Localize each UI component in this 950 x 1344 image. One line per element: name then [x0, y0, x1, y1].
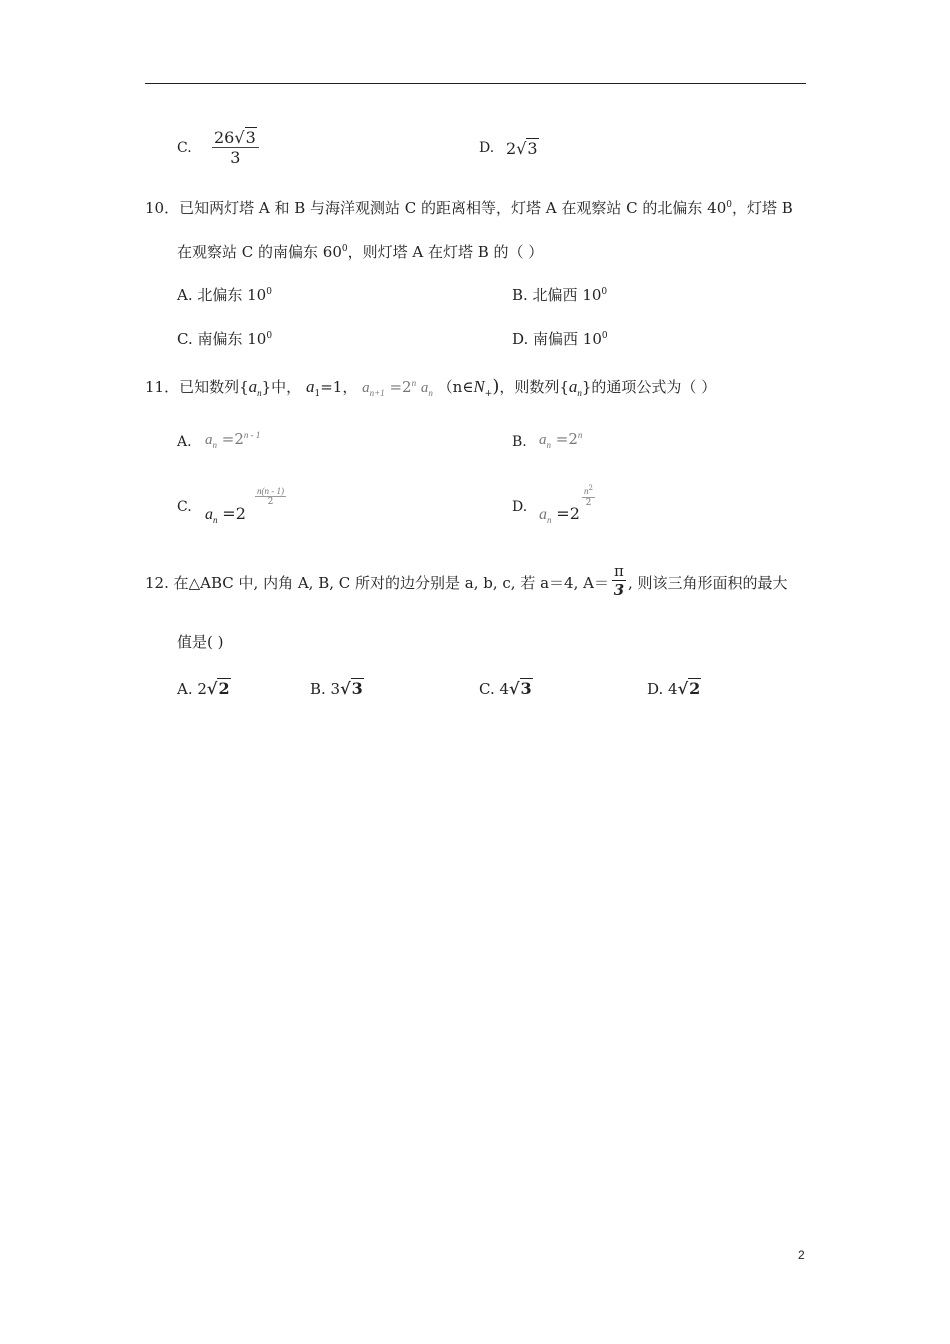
q12-option-c-radicand: 3	[520, 679, 532, 698]
q12-option-c-text: C. 4	[479, 680, 510, 698]
q11-c-exp-den: 2	[267, 497, 274, 507]
q12-option-d-text: D. 4	[647, 680, 678, 698]
q12-option-b-radicand: 3	[351, 679, 363, 698]
q10-option-b	[512, 284, 607, 305]
q9-d-coef: 2	[506, 139, 517, 158]
q9-option-d-value: 2√3	[506, 139, 538, 158]
degree-mark: 0	[726, 200, 733, 210]
q11-paren-open: （n∈	[437, 378, 474, 396]
q11-d-exp-sup: 2	[588, 484, 593, 492]
q11-d-exponent	[582, 484, 595, 508]
q10-line1-end: ，灯塔 B	[732, 199, 793, 217]
q10-option-d	[512, 328, 608, 349]
q12-option-a-radicand: 2	[218, 679, 230, 698]
q11-var-N: N	[473, 377, 485, 396]
q10-option-a	[177, 284, 272, 305]
q10-option-c	[177, 328, 272, 349]
q12-pi-over-3	[612, 562, 626, 599]
q12-option-d: D. 4√2	[647, 679, 701, 698]
q11-a-exponent: n - 1	[243, 430, 261, 440]
q11-prefix: 11．已知数列{	[145, 378, 249, 396]
q11-option-a-label: A.	[177, 434, 192, 450]
q12-pi: π	[614, 562, 624, 580]
q10-line2-text: 在观察站 C 的南偏东 60	[177, 243, 342, 261]
q11-d-eq: =2	[556, 504, 580, 523]
q10-line1-text: 10．已知两灯塔 A 和 B 与海洋观测站 C 的距离相等，灯塔 A 在观察站 C 的北偏东 40	[145, 199, 727, 217]
q11-c-sub: n	[213, 515, 218, 525]
q11-d-exp-den: 2	[585, 498, 592, 508]
q10-option-d-text: D. 南偏西 10	[512, 330, 602, 348]
q11-var-an: a	[420, 380, 429, 396]
q9-d-radicand: 3	[527, 139, 538, 158]
q11-sub-n: n	[428, 388, 433, 398]
q11-sub-n-plus-1: n+1	[369, 388, 385, 398]
q11-option-d-expr	[539, 504, 580, 525]
header-rule	[145, 83, 806, 84]
q11-option-b-expr	[539, 430, 582, 450]
q10-option-c-text: C. 南偏东 10	[177, 330, 267, 348]
q11-sub-n: n	[577, 388, 582, 398]
q11-sub-plus: +	[484, 389, 493, 399]
degree-mark: 0	[601, 331, 608, 341]
q11-c-eq: =2	[222, 504, 246, 523]
q11-a-sub: n	[212, 440, 217, 450]
q11-stem	[145, 376, 716, 399]
q10-option-b-text: B. 北偏西 10	[512, 286, 602, 304]
q12-option-b-text: B. 3	[310, 680, 341, 698]
q11-d-sub: n	[547, 515, 552, 525]
q11-sub-n: n	[257, 388, 262, 398]
q11-b-var: a	[539, 432, 547, 448]
q10-line2-end: ，则灯塔 A 在灯塔 B 的（ ）	[347, 243, 544, 261]
degree-mark: 0	[266, 331, 273, 341]
q12-option-c: C. 4√3	[479, 679, 532, 698]
q12-option-a: A. 2√2	[177, 679, 230, 698]
q11-b-sub: n	[546, 440, 551, 450]
degree-mark: 0	[601, 287, 608, 297]
q11-c-exp-num: n(n - 1)	[257, 486, 284, 496]
q11-exp-n: n	[411, 378, 417, 388]
q11-var-a: a	[248, 377, 258, 396]
q11-b-eq: =2	[555, 430, 578, 448]
q11-var-a1: a	[305, 377, 315, 396]
q11-option-a-expr	[205, 430, 260, 450]
q9-c-numerator: 26	[214, 128, 235, 147]
q10-line2	[177, 241, 543, 262]
q11-suffix1: ，则数列{	[499, 378, 569, 396]
q9-option-c-label: C.	[177, 140, 192, 156]
q11-b-exponent: n	[577, 430, 583, 440]
q11-eq2: =2	[389, 378, 412, 396]
q11-c-var: a	[205, 506, 213, 523]
q11-paren-close: )	[492, 376, 500, 397]
q9-c-denominator: 3	[230, 148, 241, 167]
q11-sub-1: 1	[314, 389, 321, 399]
q11-d-var: a	[539, 506, 547, 523]
q11-c-exponent	[255, 486, 286, 507]
q12-option-b: B. 3√3	[310, 679, 363, 698]
q11-a-var: a	[205, 432, 213, 448]
q11-option-c-expr	[205, 504, 246, 525]
q9-c-radicand: 3	[245, 128, 256, 147]
q11-suffix2: }的通项公式为（ ）	[581, 378, 717, 396]
q11-var-a: a	[568, 377, 578, 396]
q10-option-a-text: A. 北偏东 10	[177, 286, 267, 304]
q11-mid: }中，	[261, 378, 302, 396]
q11-a-eq: =2	[221, 430, 244, 448]
degree-mark: 0	[341, 244, 348, 254]
q12-line2: 值是( )	[177, 633, 224, 651]
q9-option-c-value: $\frac{26√3}{3}$	[212, 128, 259, 167]
q11-option-b-label: B.	[512, 434, 527, 450]
q12-three: 3	[613, 581, 625, 599]
q12-line1-text: 12. 在△ABC 中, 内角 A, B, C 所对的边分别是 a, b, c, 若 a＝4, A＝	[145, 574, 609, 592]
q12-option-d-radicand: 2	[689, 679, 701, 698]
q9-option-d-label: D.	[479, 140, 495, 156]
q11-eq1: =1，	[320, 378, 358, 396]
q11-d-exp-num: n	[584, 486, 589, 496]
q12-option-a-text: A. 2	[177, 680, 207, 698]
q10-line1	[145, 197, 793, 218]
degree-mark: 0	[266, 287, 272, 297]
q12-line1-end: , 则该三角形面积的最大	[628, 574, 788, 592]
q11-option-c-label: C.	[177, 499, 192, 515]
q12-line1	[145, 572, 609, 593]
q11-option-d-label: D.	[512, 499, 528, 515]
q11-var-an1: a	[362, 380, 370, 396]
page-number: 2	[798, 1248, 805, 1262]
